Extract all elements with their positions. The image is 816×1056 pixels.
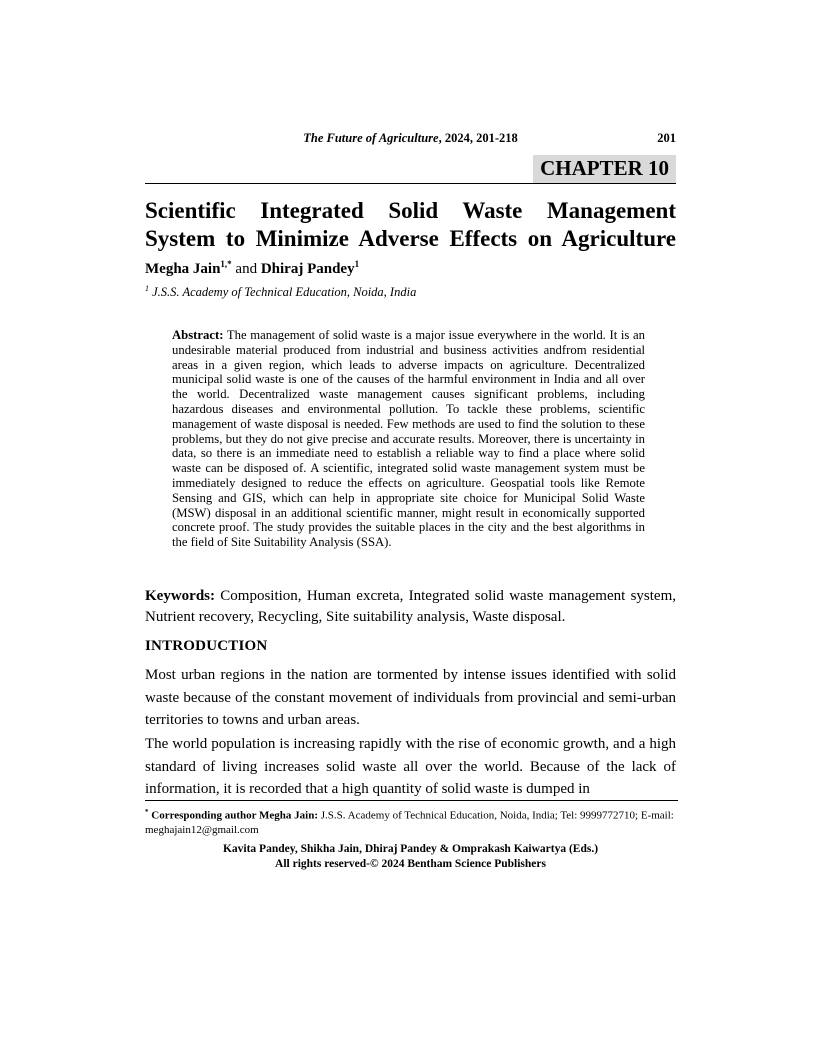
corresponding-author-footnote xyxy=(145,805,676,837)
abstract-block xyxy=(172,328,645,550)
affiliation-superscript: 1 xyxy=(145,284,149,293)
footnote-label: Corresponding author Megha Jain: xyxy=(148,809,319,822)
footnote-text: J.S.S. Academy of Technical Education, Noida, India; Tel: 9999772710; E-mail: meghajain12@gmail.com xyxy=(145,809,674,836)
chapter-title: Scientific Integrated Solid Waste Management System to Minimize Adverse Effects on Agriculture xyxy=(145,198,676,251)
author-1: Megha Jain xyxy=(145,261,221,277)
body-paragraph: The world population is increasing rapidly with the rise of economic growth, and a high standard of living increases solid waste all over the world. Because of the lack of information, it is recorded that a high quantity of solid waste is dumped in xyxy=(145,736,676,798)
chapter-header-rule xyxy=(145,155,676,184)
author-2-superscript: 1 xyxy=(354,259,360,269)
footnote-asterisk: * xyxy=(145,808,149,816)
page-number: 201 xyxy=(657,131,676,145)
journal-issue-pages: , 2024, 201-218 xyxy=(438,131,518,145)
author-1-superscript: 1,* xyxy=(220,259,232,269)
editors-line: Kavita Pandey, Shikha Jain, Dhiraj Pandey & Omprakash Kaiwartya (Eds.) xyxy=(222,843,599,855)
abstract-label: Abstract: xyxy=(172,328,224,342)
section-heading-introduction: INTRODUCTION xyxy=(145,638,268,654)
author-line xyxy=(145,259,676,278)
journal-reference xyxy=(303,131,518,145)
author-connector: and xyxy=(231,261,261,277)
affiliation-text: J.S.S. Academy of Technical Education, Noida, India xyxy=(149,285,417,300)
publisher-credits xyxy=(145,842,676,871)
keywords-block xyxy=(145,586,676,627)
footnote-divider xyxy=(145,800,678,801)
body-paragraph: Most urban regions in the nation are tormented by intense issues identified with solid waste because of the constant movement of individuals from provincial and semi-urban territories to towns and urban areas. xyxy=(145,667,676,729)
rights-line: All rights reserved-© 2024 Bentham Science Publishers xyxy=(275,857,546,870)
abstract-text: The management of solid waste is a major issue everywhere in the world. It is an undesirable material produced from industrial and business activities andfrom residential areas in a given region, which leads to adverse impacts on agriculture. Decentralized municipal solid waste is one of the causes of the harmful environment in India and all over the world. Decentralized waste management causes significant problems, including hazardous diseases and environmental pollution. To tackle these problems, scientific management of waste disposal is needed. Few methods are used to find the solution to these problems, but they do not give precise and accurate results. Moreover, there is uncertainty in data, so there is an immediate need to establish a reliable way to find a place where solid waste can be disposed of. A scientific, integrated solid waste management system must be immediately designed to reduce the effects on agriculture. Geospatial tools like Remote Sensing and GIS, which can help in appropriate site choice for Municipal Solid Waste (MSW) disposal in an additional scientific manner, might result in economically supported concrete proof. The study provides the suitable places in the city and the best algorithms in the field of Site Suitability Analysis (SSA). xyxy=(172,328,645,550)
keywords-text: Composition, Human excreta, Integrated solid waste management system, Nutrient recovery, Recycling, Site suitability analysis, Waste disposal. xyxy=(145,588,676,625)
author-2: Dhiraj Pandey xyxy=(260,261,355,277)
chapter-badge: CHAPTER 10 xyxy=(533,155,676,183)
running-head xyxy=(145,131,676,146)
affiliation-line xyxy=(145,284,676,300)
journal-title: The Future of Agriculture xyxy=(303,131,439,145)
keywords-label: Keywords: xyxy=(145,588,215,604)
